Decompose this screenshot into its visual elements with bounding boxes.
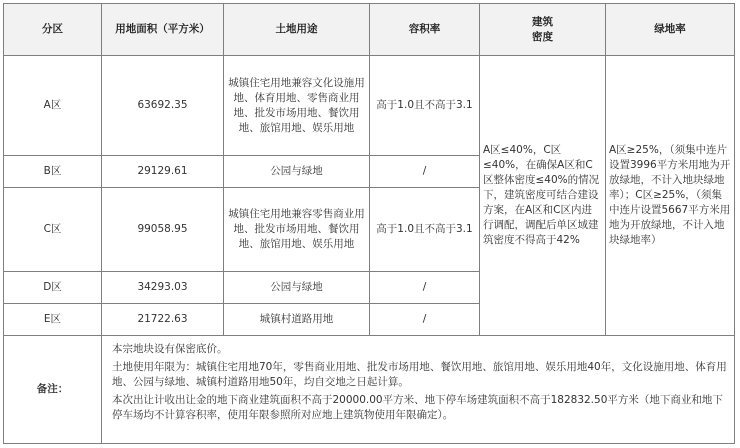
notes-row bbox=[4, 336, 735, 444]
far-cell: 高于1.0且不高于3.1 bbox=[370, 56, 480, 156]
header-zone: 分区 bbox=[4, 4, 102, 56]
note-item: 本次出让计收出让金的地下商业建筑面积不高于20000.00平方米、地下停车场建筑面积不高于182832.50平方米（地下商业和地下停车场均不计算容积率，使用年限参照所对应地上建筑物使用年限确定）。 bbox=[112, 394, 723, 421]
zone-cell: E区 bbox=[4, 304, 102, 336]
area-cell: 21722.63 bbox=[102, 304, 224, 336]
header-land-use: 土地用途 bbox=[224, 4, 370, 56]
header-row bbox=[4, 4, 735, 56]
land-parcel-table bbox=[3, 3, 735, 444]
zone-cell: A区 bbox=[4, 56, 102, 156]
land-use-cell: 城镇住宅用地兼容零售商业用地、批发市场用地、餐饮用地、旅馆用地、娱乐用地 bbox=[224, 188, 370, 272]
far-cell: / bbox=[370, 272, 480, 304]
land-use-cell: 城镇村道路用地 bbox=[224, 304, 370, 336]
zone-cell: C区 bbox=[4, 188, 102, 272]
area-cell: 34293.03 bbox=[102, 272, 224, 304]
land-use-cell: 公园与绿地 bbox=[224, 272, 370, 304]
area-cell: 29129.61 bbox=[102, 156, 224, 188]
green-ratio-cell: A区≥25%，（须集中连片设置3996平方米用地为开放绿地，不计入地块绿地率）；C区≥25%，（须集中连片设置5667平方米用地为开放绿地，不计入地块绿地率） bbox=[606, 56, 735, 336]
far-cell: / bbox=[370, 156, 480, 188]
far-cell: 高于1.0且不高于3.1 bbox=[370, 188, 480, 272]
land-use-cell: 城镇住宅用地兼容文化设施用地、体育用地、零售商业用地、批发市场用地、餐饮用地、旅馆用地、娱乐用地 bbox=[224, 56, 370, 156]
header-far: 容积率 bbox=[370, 4, 480, 56]
area-cell: 99058.95 bbox=[102, 188, 224, 272]
note-item: 土地使用年限为：城镇住宅用地70年，零售商业用地、批发市场用地、餐饮用地、旅馆用地、娱乐用地40年，文化设施用地、体育用地、公园与绿地、城镇村道路用地50年，均自交地之日起计算。 bbox=[112, 361, 727, 388]
header-green-ratio: 绿地率 bbox=[606, 4, 735, 56]
notes-cell bbox=[102, 336, 735, 444]
table-row bbox=[4, 56, 735, 156]
zone-cell: D区 bbox=[4, 272, 102, 304]
land-use-cell: 公园与绿地 bbox=[224, 156, 370, 188]
far-cell: / bbox=[370, 304, 480, 336]
notes-label: 备注： bbox=[4, 336, 102, 444]
zone-cell: B区 bbox=[4, 156, 102, 188]
note-item: 本宗地块设有保密底价。 bbox=[112, 343, 228, 355]
density-cell: A区≤40%，C区≤40%，在确保A区和C区整体密度≤40%的情况下，建筑密度可结合建设方案，在A区和C区内进行调配，调配后单区域建筑密度不得高于42% bbox=[480, 56, 606, 336]
area-cell: 63692.35 bbox=[102, 56, 224, 156]
header-area: 用地面积（平方米） bbox=[102, 4, 224, 56]
header-density: 建筑 密度 bbox=[480, 4, 606, 56]
